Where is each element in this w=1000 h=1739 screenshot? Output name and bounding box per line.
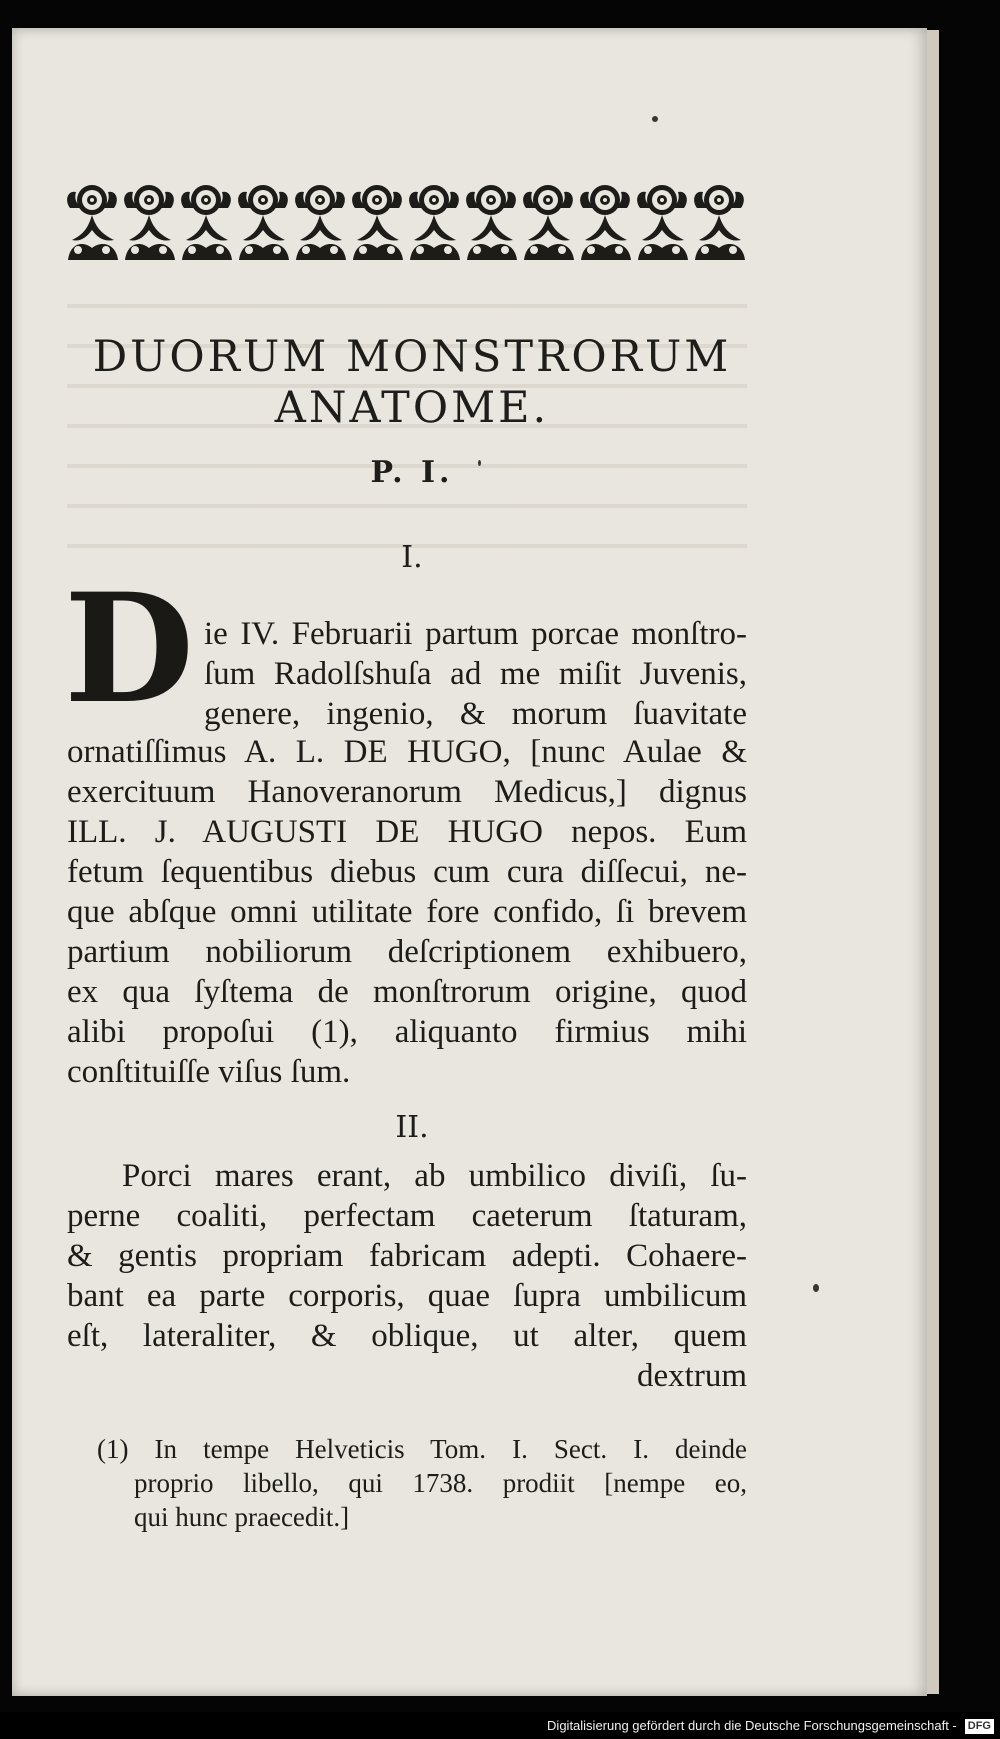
text-line: exercituum Hanoveranorum Medicus,] dignus xyxy=(67,774,747,810)
text-line: perne coaliti, perfectam caeterum ſtaturam, xyxy=(67,1198,747,1234)
text-line: Porci mares erant, ab umbilico diviſi, ſu- xyxy=(122,1158,747,1194)
text-line: & gentis propriam fabricam adepti. Cohaere- xyxy=(67,1238,747,1274)
section-number-1: I. xyxy=(401,540,423,575)
text-line: genere, ingenio, & morum ſuavitate xyxy=(204,696,747,732)
catchword: dextrum xyxy=(637,1358,747,1394)
text-line: conſtituiſſe viſus ſum. xyxy=(67,1054,351,1090)
dfg-logo: DFG xyxy=(965,1719,994,1734)
floral-ornament-band xyxy=(64,178,752,260)
part-label: P. I. xyxy=(370,455,454,490)
text-line: ſum Radolſshuſa ad me miſit Juvenis, xyxy=(204,656,747,692)
paper-speck xyxy=(478,460,481,466)
digitization-credit-bar xyxy=(0,1712,1000,1739)
digitization-credit-text: Digitalisierung gefördert durch die Deutsche Forschungsgemeinschaft - xyxy=(547,1718,957,1733)
text-line: ie IV. Februarii partum porcae monſtro- xyxy=(204,616,747,652)
footnote-line: (1) In tempe Helveticis Tom. I. Sect. I. deinde xyxy=(97,1434,747,1464)
text-line: eſt, lateraliter, & oblique, ut alter, quem xyxy=(67,1318,747,1354)
paper-speck xyxy=(652,116,658,122)
text-line: partium nobiliorum deſcriptionem exhibuero, xyxy=(67,934,747,970)
text-line: ex qua ſyſtema de monſtrorum origine, quod xyxy=(67,974,747,1010)
text-line: que abſque omni utilitate fore confido, ſi brevem xyxy=(67,894,747,930)
book-page xyxy=(12,28,927,1696)
title-line-1: DUORUM MONSTRORUM xyxy=(92,332,732,382)
title-line-2: ANATOME. xyxy=(274,383,550,433)
drop-cap-initial: D xyxy=(64,561,195,737)
text-line: bant ea parte corporis, quae ſupra umbilicum xyxy=(67,1278,747,1314)
page-edge xyxy=(927,30,939,1694)
text-line: fetum ſequentibus diebus cum cura diſſecui, ne- xyxy=(67,854,747,890)
text-line: ornatiſſimus A. L. DE HUGO, [nunc Aulae & xyxy=(67,734,747,770)
section-number-2: II. xyxy=(395,1110,429,1145)
footnote-line: qui hunc praecedit.] xyxy=(134,1502,350,1532)
text-line: ILL. J. AUGUSTI DE HUGO nepos. Eum xyxy=(67,814,747,850)
footnote-line: proprio libello, qui 1738. prodiit [nempe eo, xyxy=(134,1468,747,1498)
paper-speck xyxy=(813,1284,819,1292)
text-line: alibi propoſui (1), aliquanto firmius mihi xyxy=(67,1014,747,1050)
